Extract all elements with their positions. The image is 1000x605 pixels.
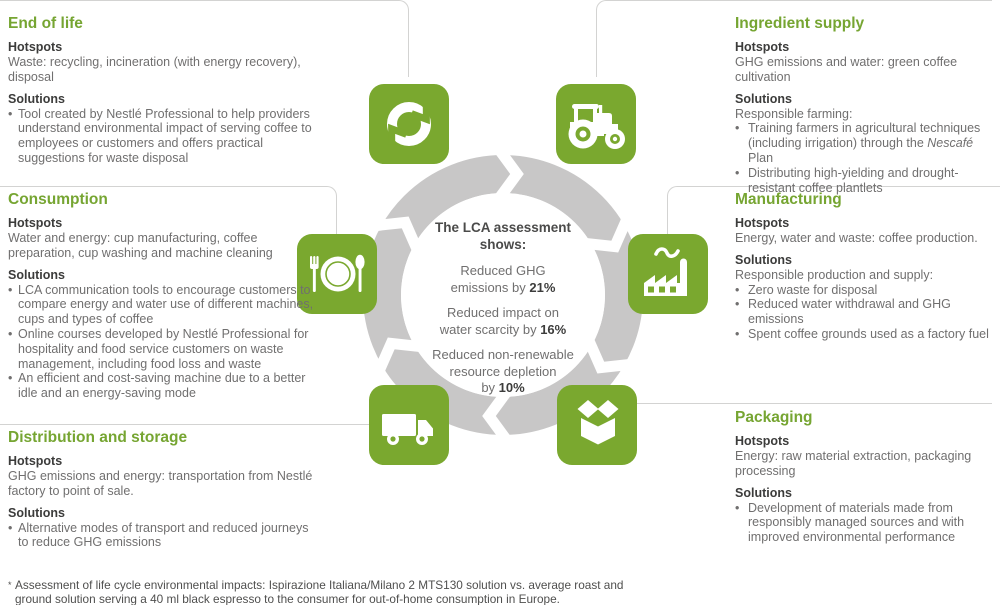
section-packaging [735, 409, 997, 545]
solutions-label: Solutions [8, 91, 65, 106]
hotspots-label: Hotspots [735, 216, 790, 230]
solution-item: • An efficient and cost-saving machine due to a better idle and an energy-saving mode [8, 371, 322, 401]
solutions-intro: Responsible production and supply: [735, 267, 934, 282]
hotspots-text: Water and energy: cup manufacturing, coffee preparation, cup washing and machine cleaning [8, 231, 273, 260]
center-title: The LCA assessment shows: [434, 220, 572, 252]
hotspots-text: Energy: raw material extraction, packaging processing [735, 449, 972, 478]
footnote-marker: * [8, 579, 12, 590]
hotspots-label: Hotspots [735, 434, 790, 448]
section-distribution-storage [8, 429, 322, 550]
solution-item: • Online courses developed by Nestlé Professional for hospitality and food service customers on waste management, including food loss and waste [8, 327, 322, 371]
solution-item: • Training farmers in agricultural techniques (including irrigation) through the Nescafé Plan [735, 121, 997, 165]
section-title: Consumption [8, 191, 108, 208]
stat-value: 21% [529, 279, 556, 295]
factory-icon [628, 234, 708, 314]
connector-packaging [637, 403, 992, 404]
section-end-of-life [8, 15, 316, 166]
solutions-intro: Responsible farming: [735, 106, 853, 121]
section-title: Manufacturing [735, 191, 842, 208]
solutions-list [8, 521, 322, 551]
stat-resource-depletion: Reduced non-renewable resource depletion by 10% [432, 347, 574, 395]
hotspots-text: GHG emissions and energy: transportation from Nestlé factory to point of sale. [8, 469, 313, 498]
solution-item: • Zero waste for disposal [735, 283, 997, 298]
hotspots-text: Energy, water and waste: coffee production. [735, 231, 978, 245]
section-consumption [8, 191, 322, 401]
hotspots-label: Hotspots [735, 40, 790, 54]
center-summary-circle [401, 193, 605, 397]
stat-value: 16% [540, 321, 567, 337]
delivery-truck-icon [369, 385, 449, 465]
recycling-arrows-icon [369, 84, 449, 164]
solution-item: • LCA communication tools to encourage customers to compare energy and water use of different machines, cups and types of coffee [8, 283, 322, 327]
solution-item: • Distributing high-yielding and drought-resistant coffee plantlets [735, 166, 997, 196]
stat-ghg-emissions: Reduced GHG emissions by 21% [450, 263, 556, 295]
ingredient-supply-tile [556, 84, 636, 164]
hotspots-label: Hotspots [8, 454, 63, 468]
tractor-icon [556, 84, 636, 164]
distribution-tile [369, 385, 449, 465]
open-box-icon [557, 385, 637, 465]
section-title: Packaging [735, 409, 813, 426]
solution-item: • Tool created by Nestlé Professional to help providers understand environmental impact of serving coffee to employees or customers and offers practical suggestions for waste disposal [8, 107, 316, 166]
nescafe-brand: Nescafé [927, 136, 974, 151]
section-manufacturing [735, 191, 997, 342]
section-title: Ingredient supply [735, 15, 865, 32]
solutions-label: Solutions [735, 91, 792, 106]
section-title: End of life [8, 15, 83, 32]
hotspots-text: Waste: recycling, incineration (with energy recovery), disposal [8, 55, 301, 84]
hotspots-label: Hotspots [8, 40, 63, 54]
solutions-list [735, 283, 997, 342]
solution-item: • Reduced water withdrawal and GHG emissions [735, 297, 997, 327]
solutions-label: Solutions [735, 252, 792, 267]
footnote-text: Assessment of life cycle environmental impacts: Ispirazione Italiana/Milano 2 MTS130 solution vs. average roast and ground solution serving a 40 ml black espresso to the consumer for out-of-home consumption in Europe. [15, 577, 624, 605]
solutions-list [8, 283, 322, 401]
footnote [8, 578, 663, 605]
section-ingredient-supply [735, 15, 997, 195]
solutions-label: Solutions [8, 267, 65, 282]
connector-distribution [0, 424, 369, 425]
solutions-list [735, 121, 997, 195]
stat-water-scarcity: Reduced impact on water scarcity by 16% [439, 305, 567, 337]
solutions-label: Solutions [8, 505, 65, 520]
solution-item: • Spent coffee grounds used as a factory fuel [735, 327, 997, 342]
end-of-life-tile [369, 84, 449, 164]
hotspots-label: Hotspots [8, 216, 63, 230]
solutions-label: Solutions [735, 485, 792, 500]
solutions-list [735, 501, 997, 545]
stat-value: 10% [498, 380, 525, 395]
solution-item: • Alternative modes of transport and reduced journeys to reduce GHG emissions [8, 521, 322, 551]
manufacturing-tile [628, 234, 708, 314]
packaging-tile [557, 385, 637, 465]
hotspots-text: GHG emissions and water: green coffee cultivation [735, 55, 958, 84]
solution-item: • Development of materials made from responsibly managed sources and with improved environmental performance [735, 501, 997, 545]
solutions-list [8, 107, 316, 166]
section-title: Distribution and storage [8, 429, 188, 446]
